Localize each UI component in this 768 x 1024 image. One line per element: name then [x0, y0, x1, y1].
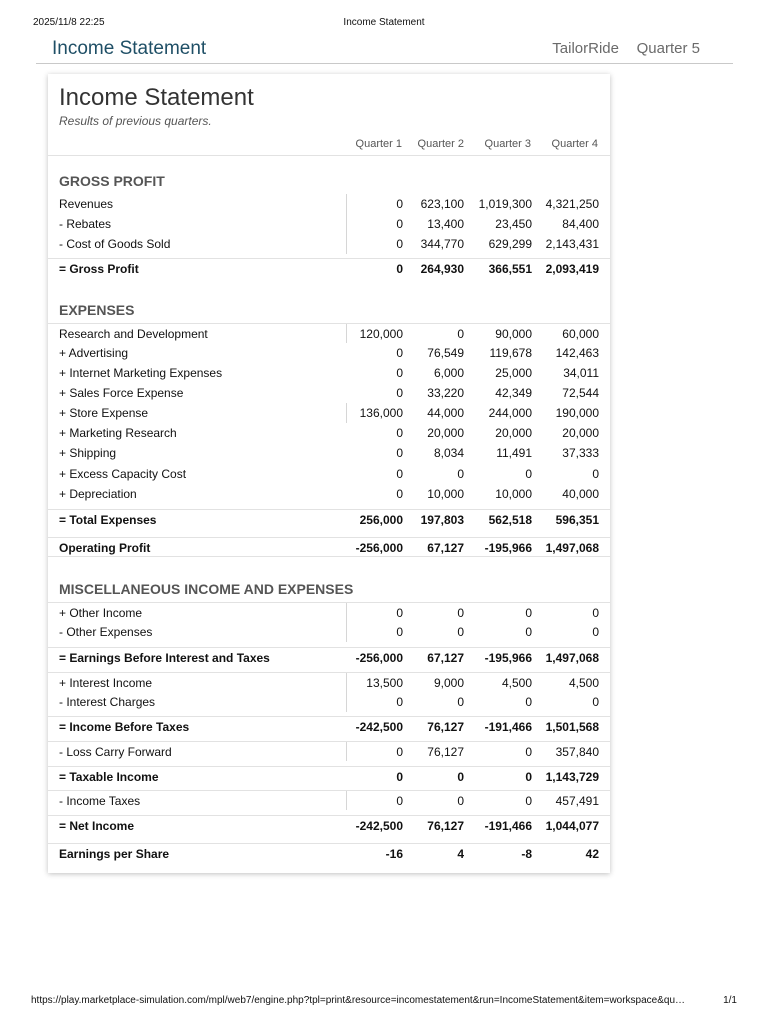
card-subtitle: Results of previous quarters.: [59, 114, 212, 128]
row-value-q2: 67,127: [427, 651, 464, 665]
table-row: [48, 214, 610, 234]
row-value-q3: 20,000: [495, 426, 532, 440]
row-value-q2: 0: [457, 695, 464, 709]
row-value-q2: 8,034: [433, 446, 464, 460]
table-row: [48, 464, 610, 484]
row-value-q1: 0: [396, 770, 403, 784]
row-value-q1: 0: [396, 446, 403, 460]
row-value-q1: 256,000: [359, 513, 403, 527]
table-row: [48, 258, 610, 278]
table-row: [48, 343, 610, 363]
row-value-q4: 37,333: [562, 446, 599, 460]
table-row: [48, 423, 610, 443]
row-label: + Interest Income: [59, 676, 153, 690]
row-value-q3: 25,000: [495, 366, 532, 380]
table-row: [48, 741, 610, 761]
row-value-q2: 44,000: [427, 406, 464, 420]
row-value-q1: 13,500: [366, 676, 403, 690]
row-label: - Rebates: [59, 217, 112, 231]
row-value-q4: 2,143,431: [545, 237, 599, 251]
column-header-q4: Quarter 4: [551, 138, 598, 150]
column-header-q2: Quarter 2: [417, 138, 464, 150]
row-value-q2: 20,000: [427, 426, 464, 440]
table-row: [48, 716, 610, 736]
row-value-q1: 0: [396, 386, 403, 400]
row-label: Revenues: [59, 197, 114, 211]
row-value-q1: 0: [396, 467, 403, 481]
row-label: = Net Income: [59, 819, 135, 833]
table-row: [48, 647, 610, 667]
row-label: - Cost of Goods Sold: [59, 237, 171, 251]
row-value-q2: 0: [457, 625, 464, 639]
row-value-q3: 119,678: [489, 346, 532, 360]
row-value-q3: 11,491: [496, 446, 532, 460]
row-value-q2: 9,000: [433, 676, 464, 690]
table-row: [48, 602, 610, 622]
row-value-q3: -191,466: [484, 819, 532, 833]
print-title: Income Statement: [343, 17, 425, 28]
row-value-q1: 0: [396, 745, 403, 759]
row-label: = Taxable Income: [59, 770, 159, 784]
row-value-q2: 76,127: [427, 819, 464, 833]
section-misc: MISCELLANEOUS INCOME AND EXPENSES: [59, 581, 354, 597]
page-number: 1/1: [723, 995, 737, 1006]
table-row: [48, 443, 610, 463]
table-row: [48, 363, 610, 383]
row-value-q3: -191,466: [484, 720, 532, 734]
row-value-q2: 33,220: [427, 386, 464, 400]
table-row: [48, 790, 610, 810]
row-label: + Shipping: [59, 446, 117, 460]
row-value-q1: 0: [396, 606, 403, 620]
row-value-q3: 244,000: [488, 406, 532, 420]
row-value-q4: 2,093,419: [545, 262, 599, 276]
row-value-q1: -242,500: [355, 819, 403, 833]
row-value-q4: 0: [592, 606, 599, 620]
row-value-q1: -242,500: [355, 720, 403, 734]
row-value-q3: 10,000: [495, 487, 532, 501]
row-value-q3: 366,551: [488, 262, 532, 276]
row-value-q4: 84,400: [562, 217, 599, 231]
row-value-q1: 0: [396, 625, 403, 639]
row-label: + Advertising: [59, 346, 129, 360]
row-label: + Excess Capacity Cost: [59, 467, 187, 481]
row-label: - Other Expenses: [59, 625, 153, 639]
row-value-q1: 0: [396, 237, 403, 251]
row-value-q4: 20,000: [562, 426, 599, 440]
row-value-q3: 23,450: [495, 217, 532, 231]
row-value-q4: 60,000: [562, 327, 599, 341]
row-value-q3: 0: [525, 625, 532, 639]
row-value-q2: 197,803: [420, 513, 464, 527]
row-value-q3: 562,518: [488, 513, 532, 527]
row-value-q3: 42,349: [495, 386, 532, 400]
row-value-q1: -256,000: [355, 651, 403, 665]
row-value-q3: 0: [525, 770, 532, 784]
row-value-q2: 0: [457, 327, 464, 341]
row-value-q3: 4,500: [501, 676, 532, 690]
row-label: + Other Income: [59, 606, 143, 620]
row-label: + Sales Force Expense: [59, 386, 184, 400]
app-bar: [36, 36, 733, 64]
row-value-q2: 10,000: [427, 487, 464, 501]
table-row: [48, 537, 610, 557]
page-url: https://play.marketplace-simulation.com/mpl/web7/engine.php?tpl=print&resource=incomestatement&run=IncomeStatement&item=workspace&qu…: [31, 995, 686, 1006]
row-label: - Interest Charges: [59, 695, 156, 709]
row-label: Operating Profit: [59, 541, 151, 555]
column-header-row: [48, 138, 610, 156]
column-header-q1: Quarter 1: [355, 138, 402, 150]
row-value-q4: 190,000: [555, 406, 599, 420]
row-value-q4: 357,840: [555, 745, 599, 759]
row-value-q3: -195,966: [484, 651, 532, 665]
row-label: + Store Expense: [59, 406, 149, 420]
row-label: Research and Development: [59, 327, 208, 341]
table-row: [48, 766, 610, 786]
row-value-q1: 0: [396, 487, 403, 501]
row-label: Earnings per Share: [59, 847, 170, 861]
row-label: = Earnings Before Interest and Taxes: [59, 651, 270, 665]
table-row: [48, 484, 610, 504]
table-row: [48, 234, 610, 254]
row-value-q4: 34,011: [563, 366, 599, 380]
row-value-q3: 90,000: [495, 327, 532, 341]
row-value-q4: 40,000: [562, 487, 599, 501]
table-row: [48, 692, 610, 712]
column-header-q3: Quarter 3: [484, 138, 531, 150]
row-value-q4: 0: [592, 467, 599, 481]
row-value-q3: 0: [525, 794, 532, 808]
row-value-q4: 0: [592, 625, 599, 639]
row-value-q4: 42: [585, 847, 599, 861]
row-value-q2: 67,127: [427, 541, 464, 555]
row-value-q4: 0: [592, 695, 599, 709]
print-header: [0, 17, 768, 31]
row-value-q3: 1,019,300: [478, 197, 532, 211]
row-value-q1: 0: [396, 197, 403, 211]
section-expenses: EXPENSES: [59, 302, 135, 318]
row-value-q2: 0: [457, 467, 464, 481]
row-value-q1: 120,000: [359, 327, 403, 341]
row-value-q1: 0: [396, 695, 403, 709]
row-value-q4: 596,351: [555, 513, 599, 527]
row-value-q1: 0: [396, 366, 403, 380]
row-value-q3: 0: [525, 467, 532, 481]
table-row: [48, 403, 610, 423]
section-gross-profit: GROSS PROFIT: [59, 173, 165, 189]
row-value-q3: -195,966: [484, 541, 532, 555]
row-value-q1: 0: [396, 794, 403, 808]
row-value-q2: 76,549: [427, 346, 464, 360]
row-label: + Marketing Research: [59, 426, 177, 440]
row-value-q1: 0: [396, 217, 403, 231]
row-value-q4: 457,491: [555, 794, 599, 808]
app-title: Income Statement: [52, 38, 207, 59]
row-value-q3: 0: [525, 606, 532, 620]
row-value-q4: 1,143,729: [545, 770, 599, 784]
row-label: + Internet Marketing Expenses: [59, 366, 223, 380]
row-value-q3: -8: [521, 847, 532, 861]
table-row: [48, 843, 610, 863]
row-value-q1: -16: [385, 847, 403, 861]
row-value-q2: 76,127: [427, 745, 464, 759]
row-value-q2: 0: [457, 794, 464, 808]
row-value-q2: 0: [457, 770, 464, 784]
row-value-q2: 344,770: [420, 237, 464, 251]
row-value-q4: 1,497,068: [545, 541, 599, 555]
table-row: [48, 323, 610, 343]
row-label: - Income Taxes: [59, 794, 141, 808]
row-label: = Gross Profit: [59, 262, 139, 276]
table-row: [48, 622, 610, 642]
card-title: Income Statement: [59, 84, 254, 111]
income-statement-card: [48, 74, 610, 873]
row-value-q2: 13,400: [427, 217, 464, 231]
table-row: [48, 194, 610, 214]
row-value-q1: -256,000: [355, 541, 403, 555]
row-value-q3: 0: [525, 745, 532, 759]
row-value-q4: 142,463: [555, 346, 599, 360]
row-value-q2: 76,127: [427, 720, 464, 734]
row-value-q1: 136,000: [359, 406, 403, 420]
row-label: - Loss Carry Forward: [59, 745, 172, 759]
row-value-q1: 0: [396, 426, 403, 440]
table-row: [48, 383, 610, 403]
row-label: = Total Expenses: [59, 513, 157, 527]
row-value-q4: 4,500: [568, 676, 599, 690]
row-value-q3: 629,299: [488, 237, 532, 251]
row-value-q2: 0: [457, 606, 464, 620]
table-row: [48, 672, 610, 692]
row-value-q4: 4,321,250: [545, 197, 599, 211]
row-value-q3: 0: [525, 695, 532, 709]
row-value-q1: 0: [396, 346, 403, 360]
row-value-q2: 264,930: [420, 262, 464, 276]
table-row: [48, 815, 610, 835]
row-value-q4: 1,501,568: [545, 720, 599, 734]
row-value-q2: 4: [457, 847, 464, 861]
row-value-q2: 623,100: [420, 197, 464, 211]
table-row: [48, 509, 610, 529]
row-value-q4: 1,044,077: [545, 819, 599, 833]
row-label: = Income Before Taxes: [59, 720, 190, 734]
row-value-q2: 6,000: [433, 366, 464, 380]
company-name: TailorRide: [552, 40, 619, 57]
row-value-q4: 1,497,068: [545, 651, 599, 665]
print-date: 2025/11/8 22:25: [33, 17, 105, 28]
row-value-q4: 72,544: [562, 386, 599, 400]
row-label: + Depreciation: [59, 487, 137, 501]
current-quarter: Quarter 5: [636, 40, 700, 57]
row-value-q1: 0: [396, 262, 403, 276]
